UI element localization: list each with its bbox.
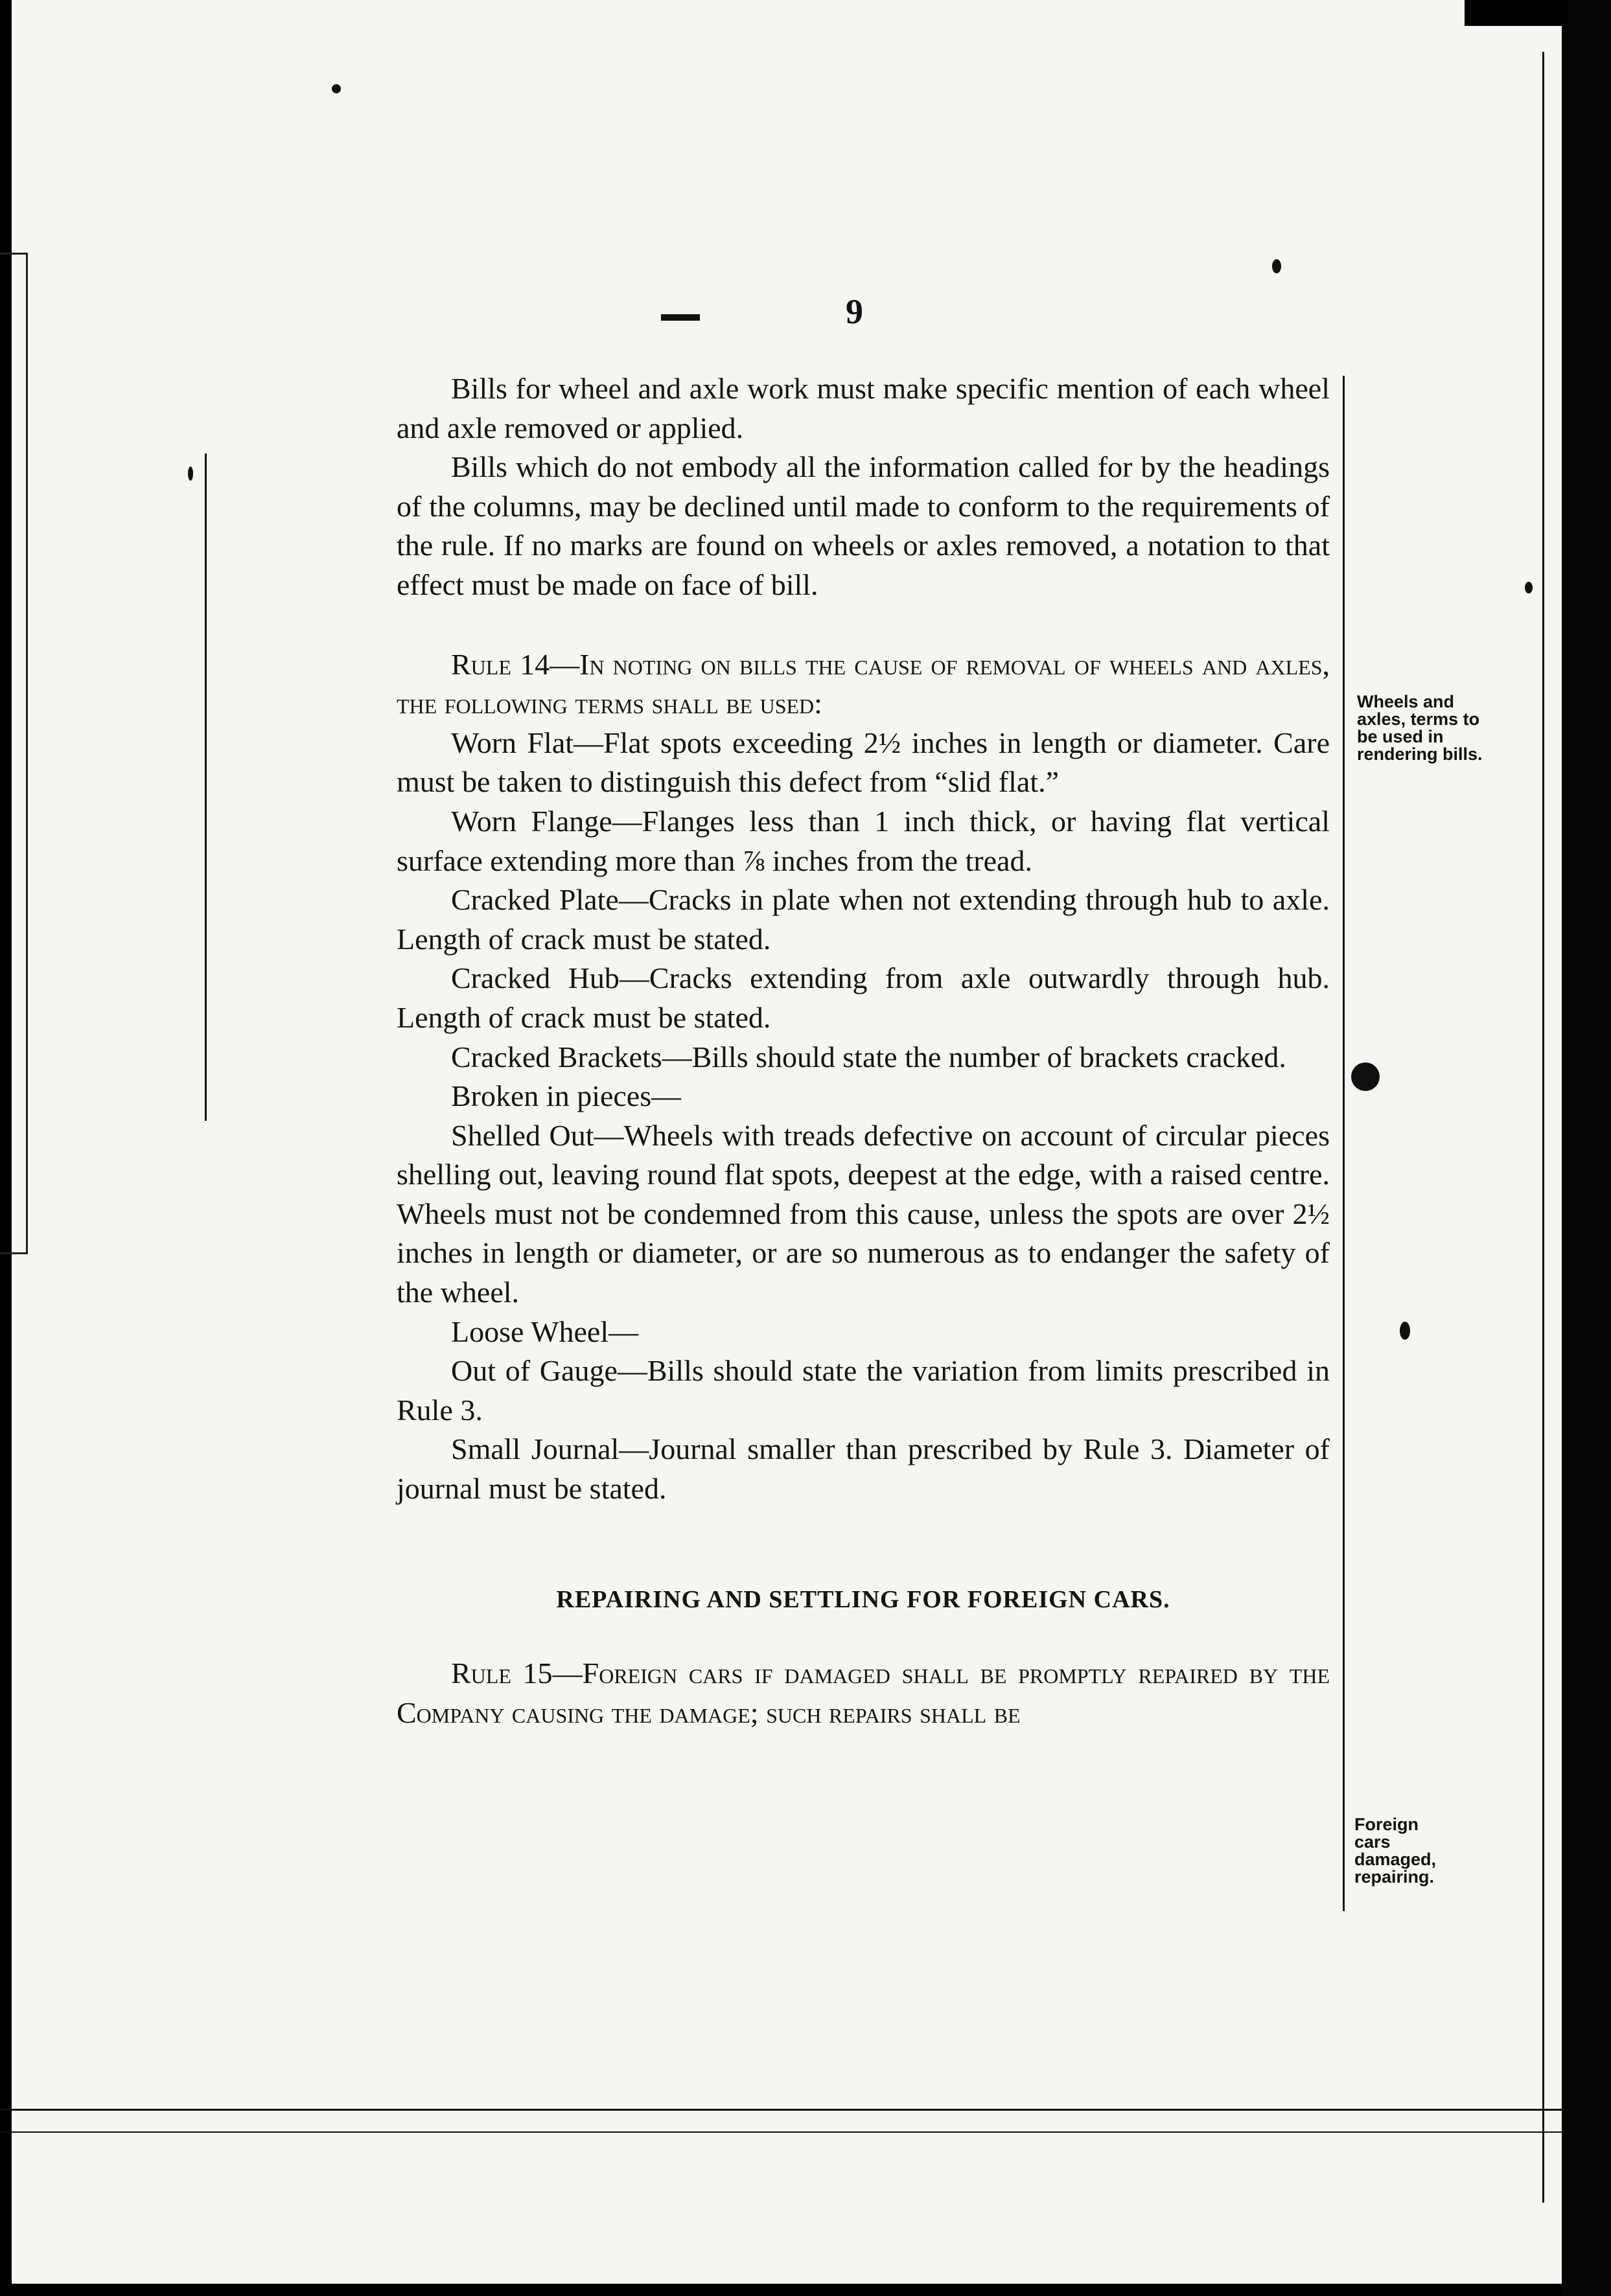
ink-speck: [188, 466, 193, 481]
term-broken-in-pieces: Broken in pieces—: [451, 1079, 682, 1113]
ink-speck: [1400, 1322, 1410, 1340]
term-out-of-gauge: Out of Gauge—Bills should state the variation from limits prescribed in Rule 3.: [397, 1354, 1330, 1427]
ink-speck: [1272, 259, 1281, 273]
margin-note-foreign-cars: Foreign cars damaged, repairing.: [1354, 1815, 1437, 1887]
ink-speck: [1525, 582, 1533, 593]
term-cracked-brackets: Cracked Brackets—Bills should state the number of brackets cracked.: [451, 1040, 1286, 1073]
term-worn-flat: Worn Flat—Flat spots exceeding 2½ inches in length or diameter. Care must be taken to distinguish this defect from “slid flat.”: [397, 726, 1330, 799]
term-worn-flange: Worn Flange—Flanges less than 1 inch thick, or having flat vertical surface extending more than ⅞ inches from the tread.: [397, 804, 1330, 877]
ink-blot: [1351, 1062, 1380, 1091]
page-number: 9: [846, 292, 863, 331]
term-shelled-out: Shelled Out—Wheels with treads defective on account of circular pieces shelling out, leaving round flat spots, deepest at the edge, with a raised centre. Wheels must not be condemned from this cause, unless the spots are over 2½ inches in length or diameter, or are so numerous as to endanger the safety of the wheel.: [397, 1118, 1330, 1309]
term-cracked-hub: Cracked Hub—Cracks extending from axle outwardly through hub. Length of crack must be stated.: [397, 961, 1330, 1034]
term-cracked-plate: Cracked Plate—Cracks in plate when not extending through hub to axle. Length of crack must be stated.: [397, 883, 1330, 956]
bottom-rule-line-2: [0, 2131, 1562, 2133]
term-small-journal: Small Journal—Journal smaller than prescribed by Rule 3. Diameter of journal must be stated.: [397, 1432, 1330, 1506]
scan-border-top: [1465, 0, 1568, 26]
paragraph-bills-information: Bills which do not embody all the information called for by the headings of the columns, may be declined until made to conform to the requirements of the rule. If no marks are found on wheels or axles removed, a notation to that effect must be made on face of bill.: [397, 450, 1330, 601]
left-margin-frame: [0, 253, 28, 1254]
ink-speck: [332, 84, 341, 93]
term-loose-wheel: Loose Wheel—: [451, 1314, 639, 1348]
page-body: [397, 369, 1330, 1732]
section-heading-foreign-cars: REPAIRING AND SETTLING FOR FOREIGN CARS.: [556, 1585, 1170, 1613]
scan-border-right: [1562, 0, 1611, 2296]
page-edge-line: [1542, 52, 1544, 2203]
margin-note-wheels-axles: Wheels and axles, terms to be used in rendering bills.: [1357, 692, 1483, 764]
paragraph-rule-14: Rule 14—In noting on bills the cause of removal of wheels and axles, the following terms shall be used:: [397, 647, 1330, 720]
left-crease-line: [205, 453, 207, 1121]
paragraph-bills-wheel-axle: Bills for wheel and axle work must make specific mention of each wheel and axle removed or applied.: [397, 372, 1330, 444]
margin-divider-line: [1343, 376, 1345, 1911]
paragraph-rule-15: Rule 15—Foreign cars if damaged shall be promptly repaired by the Company causing the damage; such repairs shall be: [397, 1657, 1330, 1729]
bottom-rule-line-1: [0, 2109, 1562, 2111]
ink-dash-mark: [661, 314, 700, 321]
